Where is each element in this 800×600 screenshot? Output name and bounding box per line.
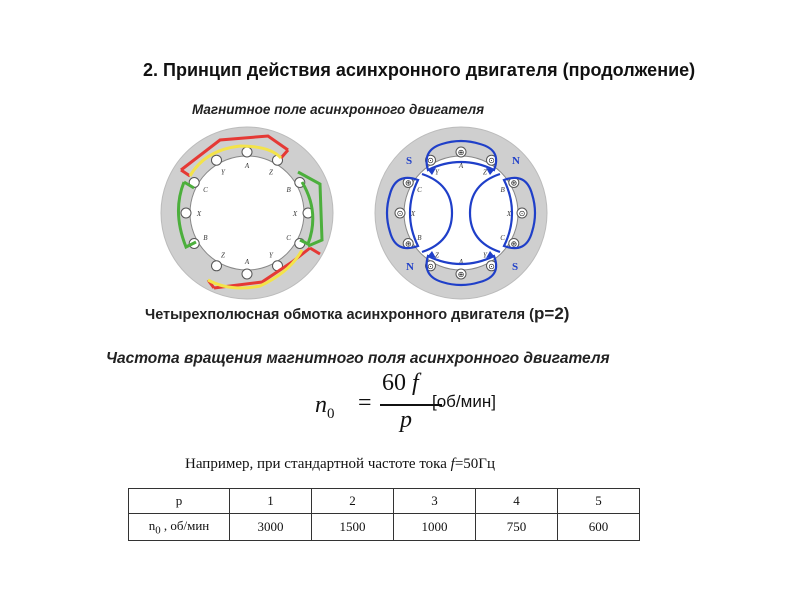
table-cell: 3000	[230, 514, 312, 541]
current-out-symbol: ⊙	[488, 261, 495, 271]
slot-label: A	[244, 162, 250, 170]
formula-denominator: p	[400, 407, 412, 433]
table-cell: 1500	[312, 514, 394, 541]
current-out-symbol: ⊙	[427, 156, 434, 166]
stator-slot	[212, 261, 222, 271]
stator-slot	[242, 147, 252, 157]
table-cell: 600	[558, 514, 640, 541]
pole-label-bottom-left: N	[406, 261, 414, 273]
slot-label: Z	[269, 168, 273, 177]
stator-slot	[212, 155, 222, 165]
table-cell: 4	[476, 489, 558, 514]
slot-label: X	[410, 210, 416, 218]
pole-label-bottom-right: S	[512, 261, 519, 273]
slot-label: Y	[483, 251, 487, 260]
slot-label: A	[244, 258, 250, 266]
table-row-p	[129, 489, 640, 514]
pole-label-top-right: N	[512, 155, 520, 167]
current-in-symbol: ⊕	[510, 178, 518, 188]
current-in-symbol: ⊕	[404, 239, 412, 249]
diagram-caption: Магнитное поле асинхронного двигателя	[192, 102, 485, 117]
slot-label: B	[203, 234, 208, 242]
current-in-symbol: ⊕	[457, 270, 465, 279]
current-in-symbol: ⊕	[457, 148, 465, 157]
pole-label-top-left: S	[406, 155, 413, 167]
speed-table	[128, 488, 640, 541]
section-heading: Частота вращения магнитного поля асинхронного двигателя	[106, 350, 610, 367]
slot-label: A	[458, 162, 464, 170]
table-cell: 1000	[394, 514, 476, 541]
slot-label: C	[500, 234, 505, 242]
slot-label: Y	[221, 168, 225, 177]
slide-title: 2. Принцип действия асинхронного двигателя (продолжение)	[143, 60, 696, 80]
example-text: Например, при стандартной частоте тока f=50Гц	[185, 456, 495, 472]
table-cell: 750	[476, 514, 558, 541]
slot-label: Z	[435, 251, 439, 260]
formula-lhs: $n_0$	[315, 392, 335, 422]
slot-label: C	[203, 186, 208, 194]
slot-label: C	[417, 186, 422, 194]
formula-unit: [об/мин]	[432, 392, 496, 411]
slot-label: X	[292, 210, 298, 218]
table-cell: 2	[312, 489, 394, 514]
table-row-n0	[129, 514, 640, 541]
stator-diagrams	[160, 122, 560, 312]
slot-label: Z	[221, 251, 225, 260]
slot-label: Y	[435, 168, 439, 177]
slot-label: B	[500, 186, 505, 194]
winding-caption: Четырехполюсная обмотка асинхронного двигателя (p=2)	[145, 304, 570, 323]
slot-label: A	[458, 258, 464, 266]
slot-label: C	[286, 234, 291, 242]
formula-equals: =	[358, 390, 372, 416]
table-cell: 1	[230, 489, 312, 514]
table-header-n0: $n_0$ , об/мин	[129, 514, 230, 541]
table-cell: 3	[394, 489, 476, 514]
current-in-symbol: ⊕	[404, 178, 412, 188]
stator-slot	[242, 269, 252, 279]
current-out-symbol: ⊙	[488, 156, 495, 166]
left-stator	[161, 127, 333, 299]
slot-label: X	[196, 210, 202, 218]
slot-label: B	[417, 234, 422, 242]
current-in-symbol: ⊕	[510, 239, 518, 249]
stator-slot	[181, 208, 191, 218]
slot-label: B	[286, 186, 291, 194]
table-header-p: p	[129, 489, 230, 514]
table-cell: 5	[558, 489, 640, 514]
current-out-symbol: ⊙	[518, 209, 526, 218]
formula-numerator: 60 f	[382, 370, 419, 396]
current-out-symbol: ⊙	[427, 261, 434, 271]
slot-label: Z	[483, 168, 487, 177]
current-out-symbol: ⊙	[396, 209, 404, 218]
slot-label: Y	[269, 251, 273, 260]
right-stator	[375, 127, 547, 299]
slot-label: X	[506, 210, 512, 218]
